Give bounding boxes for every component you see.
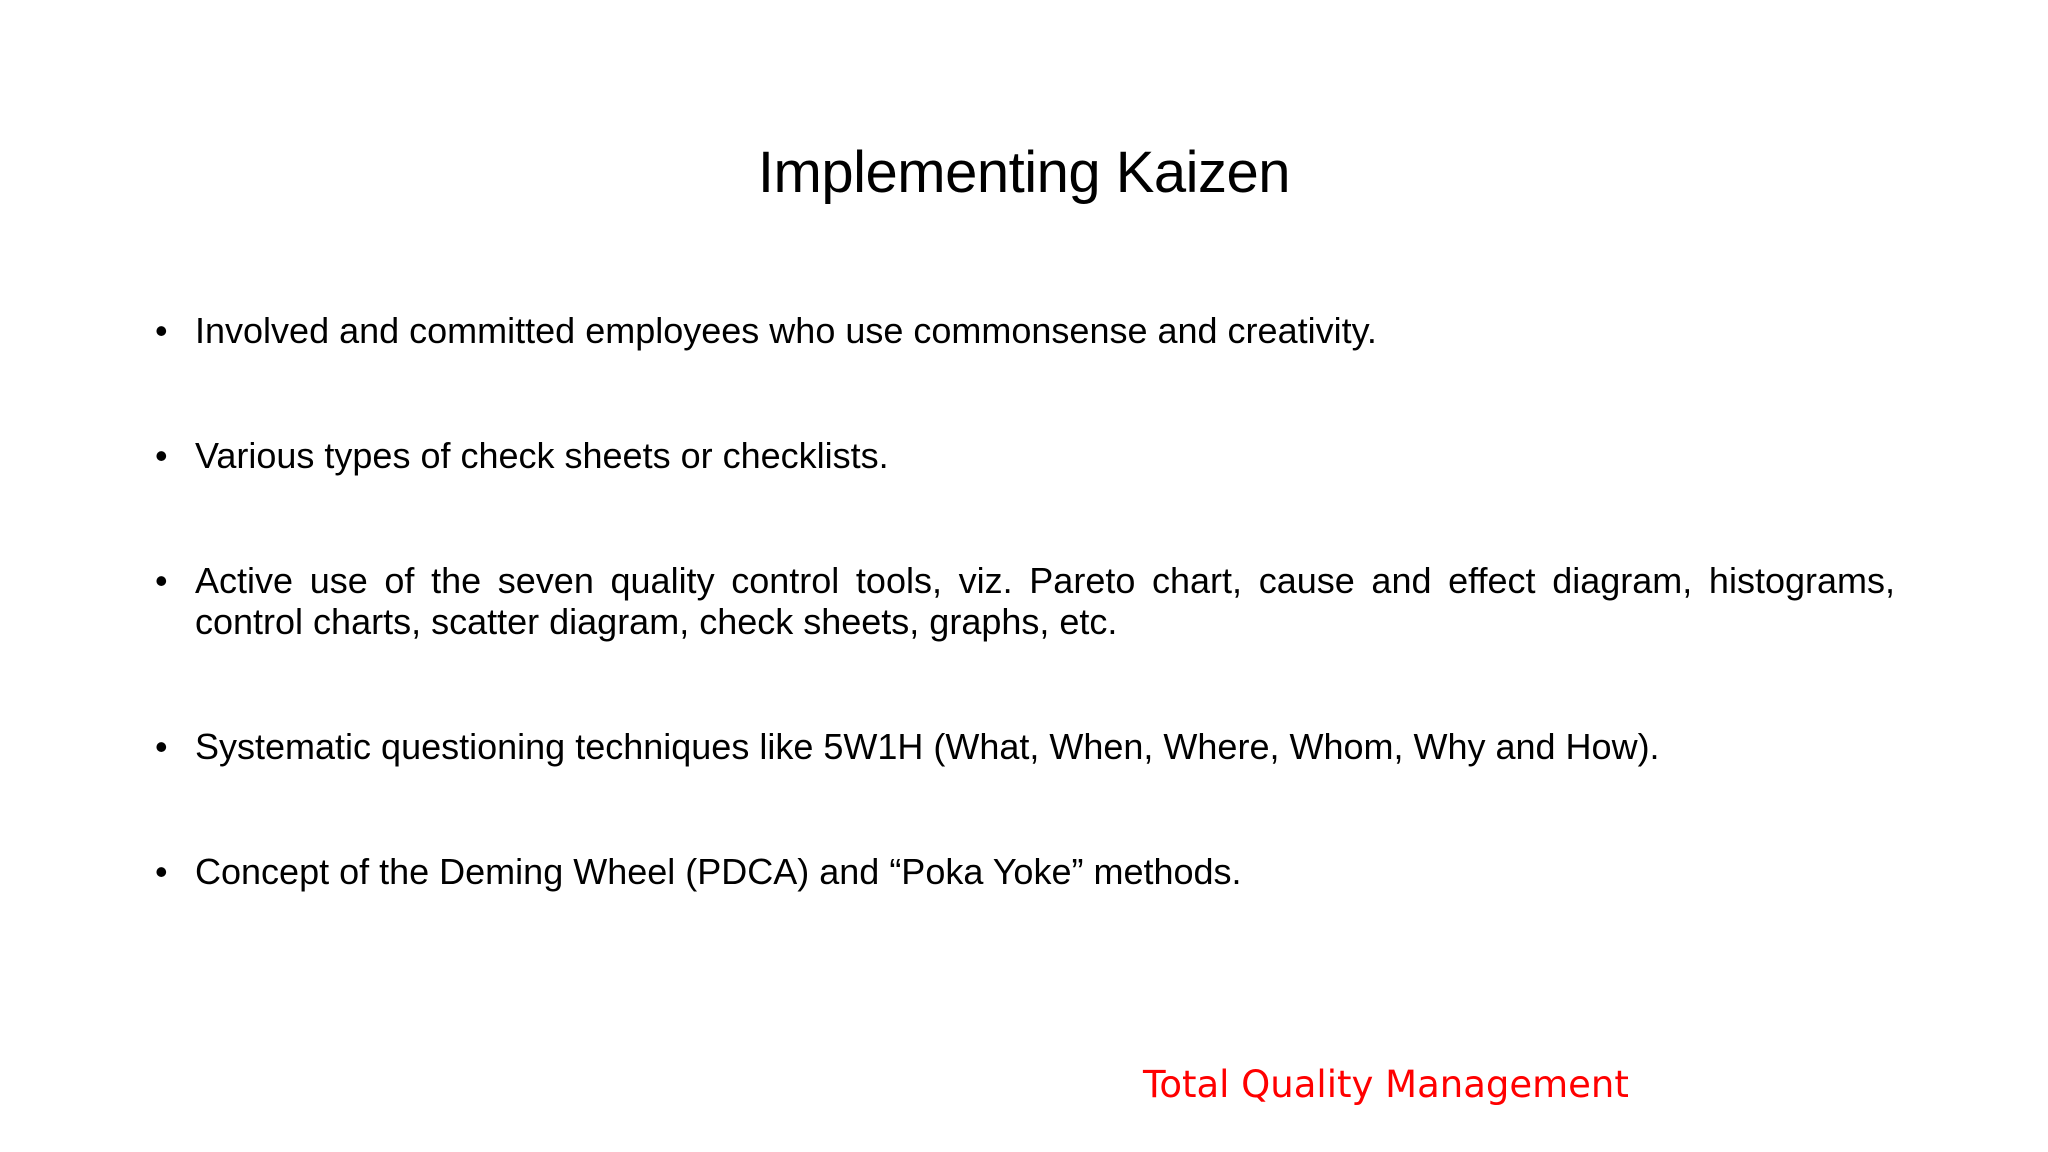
slide-title: Implementing Kaizen bbox=[757, 140, 1291, 205]
bullet-item bbox=[155, 851, 1895, 892]
bullet-list bbox=[155, 310, 1895, 976]
bullet-point-icon: • bbox=[155, 851, 168, 892]
bullet-point-icon: • bbox=[155, 560, 168, 601]
bullet-item bbox=[155, 726, 1895, 767]
bullet-item bbox=[155, 435, 1895, 476]
bullet-point-icon: • bbox=[155, 435, 168, 476]
bullet-item bbox=[155, 560, 1895, 642]
bullet-text: Various types of check sheets or checklists. bbox=[195, 435, 889, 476]
bullet-item bbox=[155, 310, 1895, 351]
bullet-text: Systematic questioning techniques like 5W1H (What, When, Where, Whom, Why and How). bbox=[195, 726, 1660, 767]
footer-label: Total Quality Management bbox=[1143, 1063, 1629, 1106]
bullet-point-icon: • bbox=[155, 726, 168, 767]
bullet-text: Involved and committed employees who use commonsense and creativity. bbox=[195, 310, 1377, 351]
bullet-point-icon: • bbox=[155, 310, 168, 351]
bullet-text: Concept of the Deming Wheel (PDCA) and “Poka Yoke” methods. bbox=[195, 851, 1242, 892]
bullet-text: Active use of the seven quality control tools, viz. Pareto chart, cause and effect diagram, histograms, control charts, scatter diagram, check sheets, graphs, etc. bbox=[195, 560, 1895, 642]
